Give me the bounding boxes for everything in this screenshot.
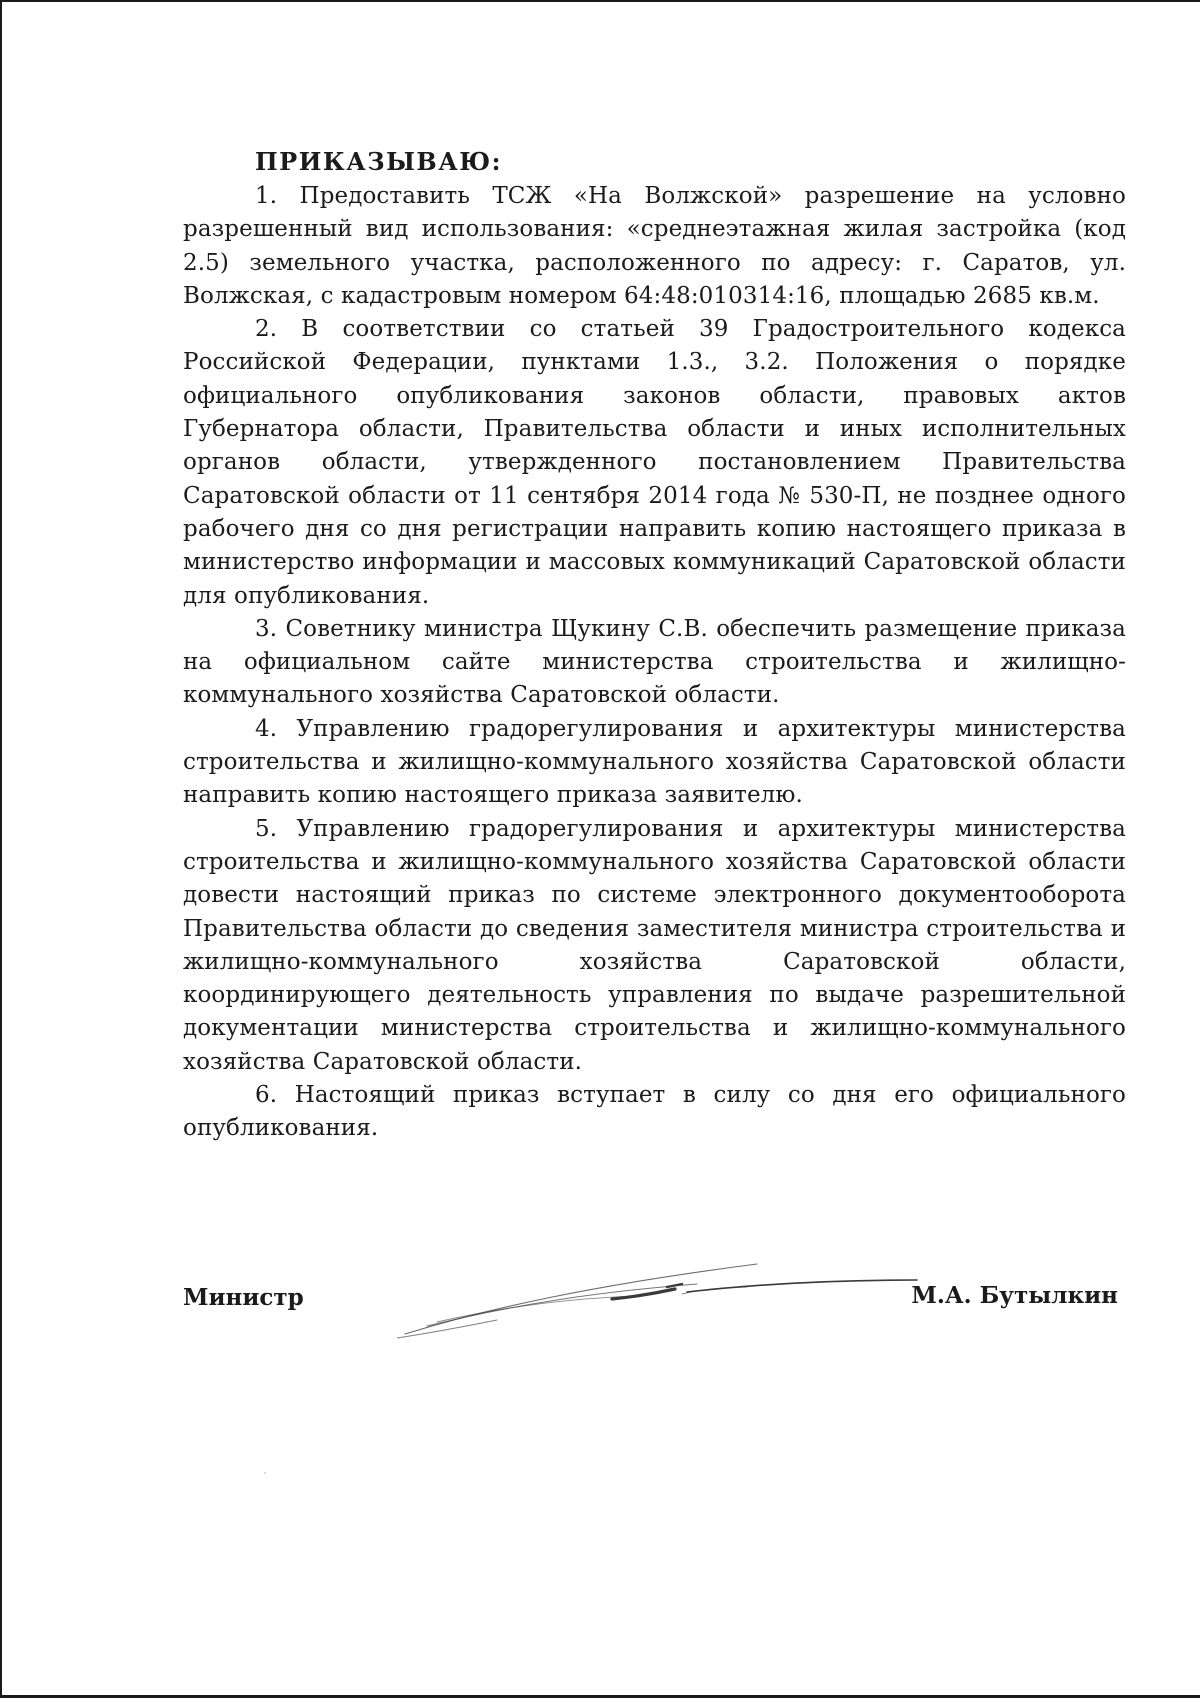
signatory-role: Министр (183, 1284, 304, 1311)
document-body (183, 144, 1126, 1146)
order-item-5: 5. Управлению градорегулирования и архитектуры министерства строительства и жилищно-коммунального хозяйства Саратовской области довести настоящий приказ по системе электронного документооборота Правительства области до сведения заместителя министра строительства и жилищно-коммунального хозяйства Саратовской области, координирующего деятельность управления по выдаче разрешительной документации министерства строительства и жилищно-коммунального хозяйства Саратовской области. (183, 815, 1126, 1075)
order-heading: ПРИКАЗЫВАЮ: (255, 147, 502, 176)
handwritten-signature (397, 1254, 937, 1344)
order-item-4: 4. Управлению градорегулирования и архитектуры министерства строительства и жилищно-коммунального хозяйства Саратовской области направить копию настоящего приказа заявителю. (183, 715, 1126, 809)
signatory-name: М.А. Бутылкин (911, 1282, 1118, 1309)
order-item-3: 3. Советнику министра Щукину С.В. обеспечить размещение приказа на официальном сайте министерства строительства и жилищно-коммунального хозяйства Саратовской области. (183, 615, 1126, 709)
scan-speck (264, 1472, 266, 1474)
order-item-2: 2. В соответствии со статьей 39 Градостроительного кодекса Российской Федерации, пунктами 1.3., 3.2. Положения о порядке официального опубликования законов области, правовых актов Губернатора области, Правительства области и иных исполнительных органов области, утвержденного постановлением Правительства Саратовской области от 11 сентября 2014 года № 530-П, не позднее одного рабочего дня со дня регистрации направить копию настоящего приказа в министерство информации и массовых коммуникаций Саратовской области для опубликования. (183, 316, 1126, 609)
order-item-6: 6. Настоящий приказ вступает в силу со дня его официального опубликования. (183, 1082, 1126, 1142)
order-item-1: 1. Предоставить ТСЖ «На Волжской» разрешение на условно разрешенный вид использования: «среднеэтажная жилая застройка (код 2.5) земельного участка, расположенного по адресу: г. Саратов, ул. Волжская, с кадастровым номером 64:48:010314:16, площадью 2685 кв.м. (183, 183, 1126, 309)
